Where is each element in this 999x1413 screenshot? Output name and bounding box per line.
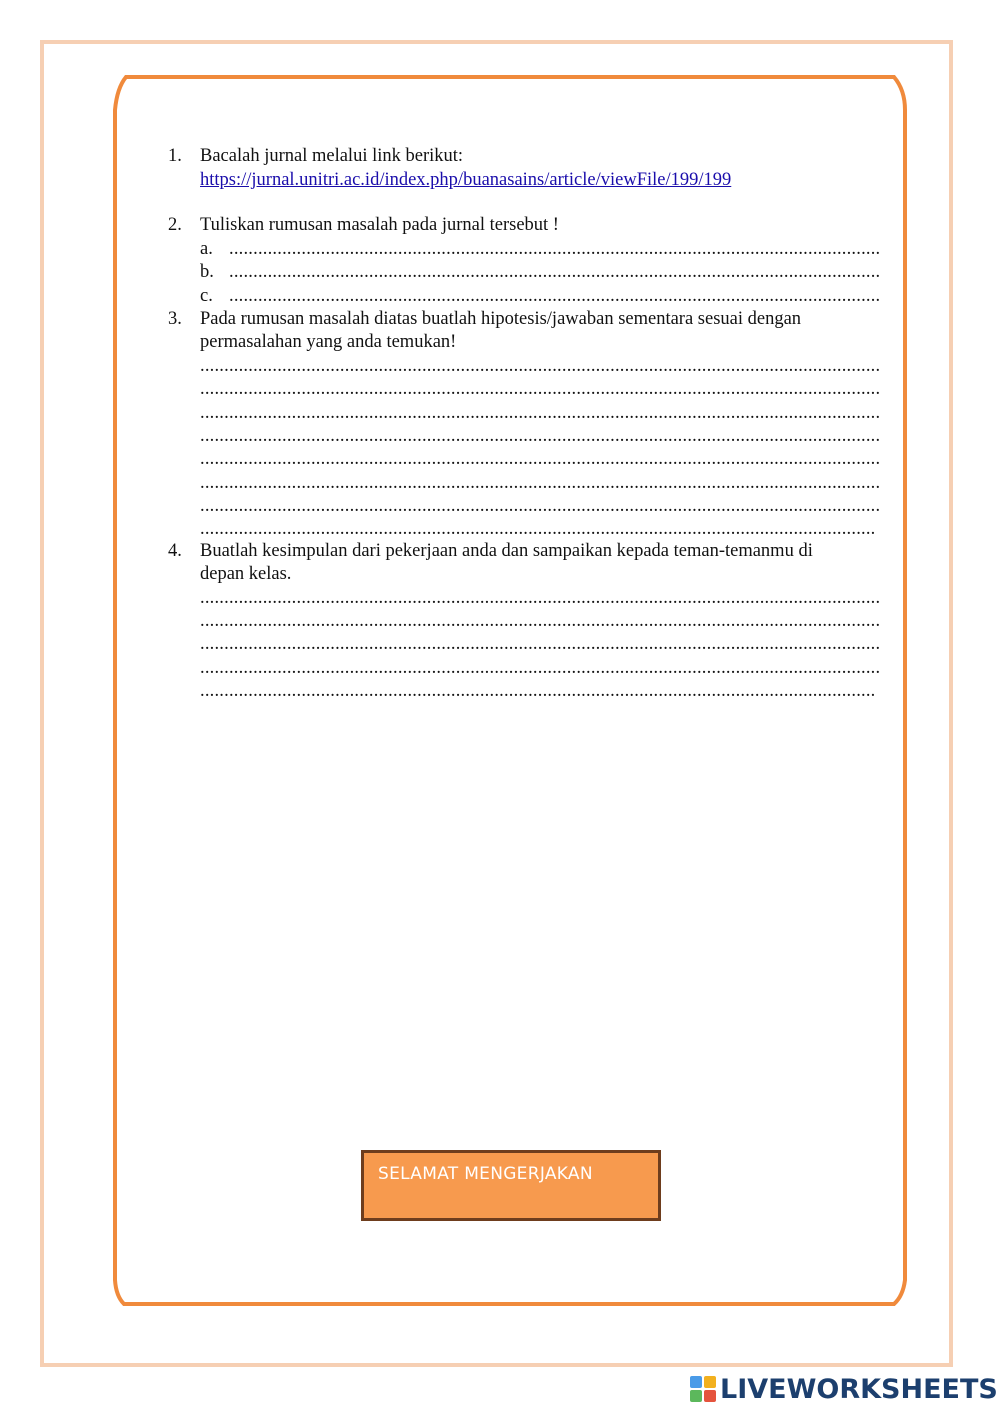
question-4-text-line-1: Buatlah kesimpulan dari pekerjaan anda dan sampaikan kepada teman-temanmu di <box>200 541 813 561</box>
hypothesis-answer-line[interactable] <box>200 517 874 541</box>
hypothesis-answer-line[interactable] <box>200 401 880 425</box>
hypothesis-answer-line[interactable] <box>200 447 880 471</box>
liveworksheets-logo <box>690 1373 998 1405</box>
conclusion-answer-line[interactable] <box>200 586 880 610</box>
hypothesis-answer-line[interactable] <box>200 471 880 495</box>
answer-b-line[interactable] <box>229 260 880 284</box>
question-1-number: 1. <box>168 146 182 166</box>
question-2-text: Tuliskan rumusan masalah pada jurnal tersebut ! <box>200 215 559 235</box>
answer-b-letter: b. <box>200 262 214 282</box>
hypothesis-answer-line[interactable] <box>200 424 880 448</box>
closing-message-label: SELAMAT MENGERJAKAN <box>378 1164 593 1184</box>
question-4-text-line-2: depan kelas. <box>200 564 292 584</box>
hypothesis-answer-line[interactable] <box>200 354 880 378</box>
conclusion-answer-line[interactable] <box>200 609 880 633</box>
question-1-text: Bacalah jurnal melalui link berikut: <box>200 146 464 166</box>
hypothesis-answer-line[interactable] <box>200 377 880 401</box>
answer-c-letter: c. <box>200 286 213 306</box>
liveworksheets-logo-icon <box>690 1376 716 1402</box>
question-2-number: 2. <box>168 215 182 235</box>
conclusion-answer-line[interactable] <box>200 632 880 656</box>
question-3-number: 3. <box>168 309 182 329</box>
question-3-text-line-1: Pada rumusan masalah diatas buatlah hipotesis/jawaban sementara sesuai dengan <box>200 309 802 329</box>
conclusion-answer-line[interactable] <box>200 656 880 680</box>
conclusion-answer-line[interactable] <box>200 679 874 703</box>
hypothesis-answer-line[interactable] <box>200 494 880 518</box>
answer-a-letter: a. <box>200 239 213 259</box>
journal-link[interactable]: https://jurnal.unitri.ac.id/index.php/buanasains/article/viewFile/199/199 <box>200 170 732 190</box>
closing-message-box <box>361 1150 661 1221</box>
answer-c-line[interactable] <box>229 284 880 308</box>
liveworksheets-logo-text: LIVEWORKSHEETS <box>720 1373 998 1405</box>
question-3-text-line-2: permasalahan yang anda temukan! <box>200 332 457 352</box>
question-4-number: 4. <box>168 541 182 561</box>
answer-a-line[interactable] <box>229 237 880 261</box>
